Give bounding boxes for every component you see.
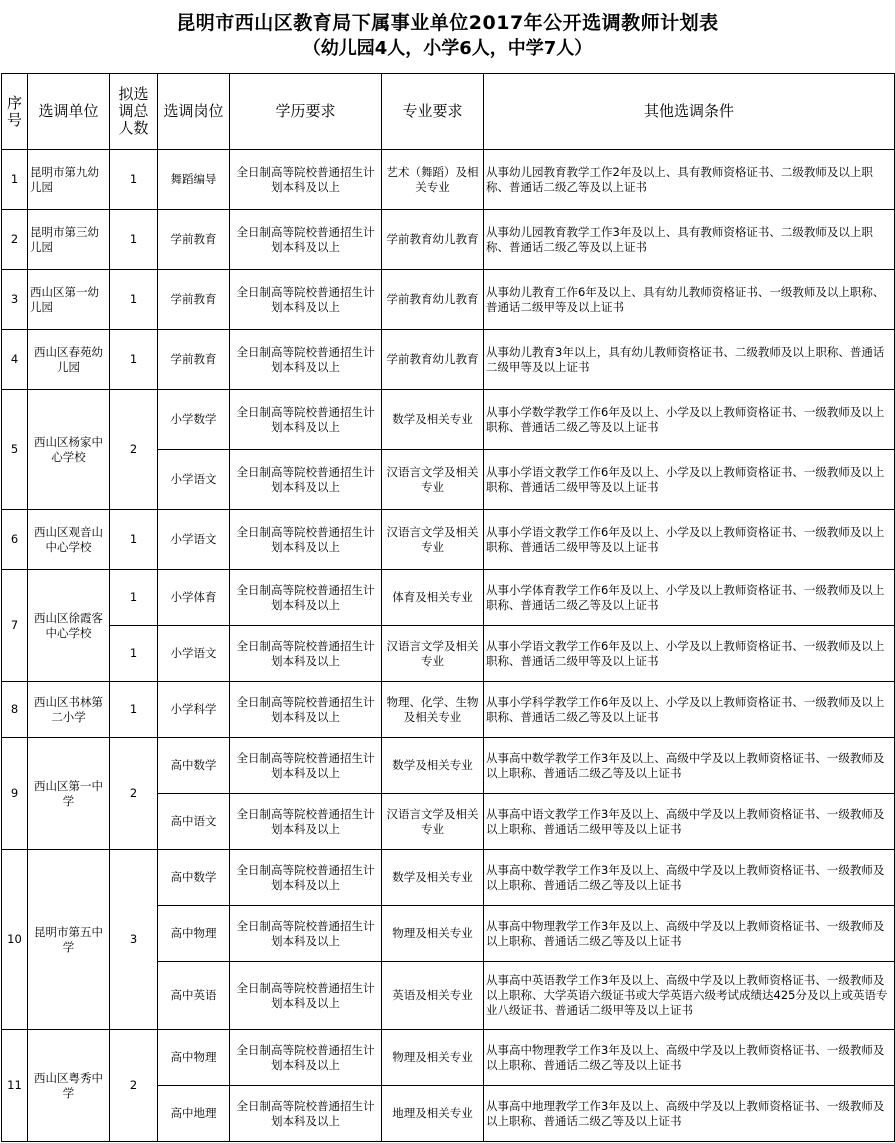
condition-cell: 从事高中数学教学工作3年及以上、高级中学及以上教师资格证书、一级教师及以上职称、普通话二级乙等及以上证书 [484, 850, 895, 906]
unit-cell: 昆明市第三幼儿园 [28, 210, 110, 270]
count-cell: 2 [110, 390, 158, 510]
count-cell: 1 [110, 150, 158, 210]
count-cell: 1 [110, 570, 158, 626]
seq-cell: 2 [2, 210, 28, 270]
post-cell: 高中数学 [158, 738, 230, 794]
major-cell: 数学及相关专业 [382, 390, 484, 450]
condition-cell: 从事幼儿园教育教学工作3年及以上、具有教师资格证书、二级教师及以上职称、普通话二级乙等及以上证书 [484, 210, 895, 270]
count-cell: 1 [110, 270, 158, 330]
post-cell: 小学语文 [158, 450, 230, 510]
edu-cell: 全日制高等院校普通招生计划本科及以上 [230, 626, 382, 682]
major-cell: 数学及相关专业 [382, 738, 484, 794]
major-cell: 学前教育幼儿教育 [382, 330, 484, 390]
table-row [2, 626, 895, 682]
post-cell: 小学语文 [158, 510, 230, 570]
count-cell: 2 [110, 1030, 158, 1142]
table-row [2, 270, 895, 330]
edu-cell: 全日制高等院校普通招生计划本科及以上 [230, 1086, 382, 1142]
count-cell: 1 [110, 330, 158, 390]
post-cell: 舞蹈编导 [158, 150, 230, 210]
major-cell: 物理及相关专业 [382, 906, 484, 962]
condition-cell: 从事小学语文教学工作6年及以上、小学及以上教师资格证书、一级教师及以上职称、普通话二级甲等及以上证书 [484, 450, 895, 510]
edu-cell: 全日制高等院校普通招生计划本科及以上 [230, 150, 382, 210]
seq-cell: 7 [2, 570, 28, 682]
edu-cell: 全日制高等院校普通招生计划本科及以上 [230, 390, 382, 450]
condition-cell: 从事幼儿教育3年以上，具有幼儿教师资格证书、二级教师及以上职称、普通话二级甲等及以上证书 [484, 330, 895, 390]
table-row [2, 738, 895, 794]
header-row [2, 74, 895, 150]
condition-cell: 从事高中地理教学工作3年及以上、高级中学及以上教师资格证书、一级教师及以上职称、普通话二级乙等及以上证书 [484, 1086, 895, 1142]
seq-cell: 1 [2, 150, 28, 210]
major-cell: 学前教育幼儿教育 [382, 210, 484, 270]
condition-cell: 从事高中数学教学工作3年及以上、高级中学及以上教师资格证书、一级教师及以上职称、普通话二级乙等及以上证书 [484, 738, 895, 794]
unit-cell: 西山区杨家中心学校 [28, 390, 110, 510]
post-cell: 学前教育 [158, 270, 230, 330]
count-cell: 1 [110, 210, 158, 270]
condition-cell: 从事小学科学教学工作6年及以上、小学及以上教师资格证书、一级教师及以上职称、普通话二级乙等及以上证书 [484, 682, 895, 738]
unit-cell: 西山区徐霞客中心学校 [28, 570, 110, 682]
edu-cell: 全日制高等院校普通招生计划本科及以上 [230, 330, 382, 390]
title-block [0, 0, 895, 73]
unit-cell: 西山区观音山中心学校 [28, 510, 110, 570]
edu-cell: 全日制高等院校普通招生计划本科及以上 [230, 210, 382, 270]
table-row [2, 850, 895, 906]
unit-cell: 西山区春苑幼儿园 [28, 330, 110, 390]
post-cell: 小学语文 [158, 626, 230, 682]
table-row [2, 150, 895, 210]
condition-cell: 从事幼儿教育工作6年及以上、具有幼儿教师资格证书、一级教师及以上职称、普通话二级甲等及以上证书 [484, 270, 895, 330]
count-cell: 1 [110, 682, 158, 738]
post-cell: 高中物理 [158, 906, 230, 962]
condition-cell: 从事小学语文教学工作6年及以上、小学及以上教师资格证书、一级教师及以上职称、普通话二级甲等及以上证书 [484, 510, 895, 570]
seq-cell: 11 [2, 1030, 28, 1142]
header-post: 选调岗位 [158, 74, 230, 150]
header-edu: 学历要求 [230, 74, 382, 150]
condition-cell: 从事小学数学教学工作6年及以上、小学及以上教师资格证书、一级教师及以上职称、普通话二级乙等及以上证书 [484, 390, 895, 450]
header-major: 专业要求 [382, 74, 484, 150]
edu-cell: 全日制高等院校普通招生计划本科及以上 [230, 450, 382, 510]
table-row [2, 570, 895, 626]
seq-cell: 10 [2, 850, 28, 1030]
edu-cell: 全日制高等院校普通招生计划本科及以上 [230, 570, 382, 626]
post-cell: 高中地理 [158, 1086, 230, 1142]
unit-cell: 西山区粤秀中学 [28, 1030, 110, 1142]
table-row [2, 330, 895, 390]
header-seq: 序号 [2, 74, 28, 150]
post-cell: 高中英语 [158, 962, 230, 1030]
post-cell: 学前教育 [158, 330, 230, 390]
post-cell: 高中语文 [158, 794, 230, 850]
table-row [2, 390, 895, 450]
major-cell: 汉语言文学及相关专业 [382, 626, 484, 682]
post-cell: 小学数学 [158, 390, 230, 450]
edu-cell: 全日制高等院校普通招生计划本科及以上 [230, 738, 382, 794]
unit-cell: 西山区第一中学 [28, 738, 110, 850]
seq-cell: 9 [2, 738, 28, 850]
page-title: 昆明市西山区教育局下属事业单位2017年公开选调教师计划表 [176, 12, 719, 34]
condition-cell: 从事小学语文教学工作6年及以上、小学及以上教师资格证书、一级教师及以上职称、普通话二级甲等及以上证书 [484, 626, 895, 682]
major-cell: 地理及相关专业 [382, 1086, 484, 1142]
major-cell: 体育及相关专业 [382, 570, 484, 626]
major-cell: 物理、化学、生物及相关专业 [382, 682, 484, 738]
major-cell: 英语及相关专业 [382, 962, 484, 1030]
major-cell: 汉语言文学及相关专业 [382, 510, 484, 570]
edu-cell: 全日制高等院校普通招生计划本科及以上 [230, 906, 382, 962]
condition-cell: 从事高中语文教学工作3年及以上、高级中学及以上教师资格证书、一级教师及以上职称、普通话二级甲等及以上证书 [484, 794, 895, 850]
edu-cell: 全日制高等院校普通招生计划本科及以上 [230, 510, 382, 570]
condition-cell: 从事幼儿园教育教学工作2年及以上、具有教师资格证书、二级教师及以上职称、普通话二级乙等及以上证书 [484, 150, 895, 210]
edu-cell: 全日制高等院校普通招生计划本科及以上 [230, 1030, 382, 1086]
post-cell: 小学体育 [158, 570, 230, 626]
table-row [2, 1030, 895, 1086]
unit-cell: 西山区第一幼儿园 [28, 270, 110, 330]
edu-cell: 全日制高等院校普通招生计划本科及以上 [230, 270, 382, 330]
major-cell: 汉语言文学及相关专业 [382, 450, 484, 510]
post-cell: 学前教育 [158, 210, 230, 270]
unit-cell: 昆明市第五中学 [28, 850, 110, 1030]
plan-table [1, 73, 895, 1142]
post-cell: 高中物理 [158, 1030, 230, 1086]
major-cell: 数学及相关专业 [382, 850, 484, 906]
seq-cell: 3 [2, 270, 28, 330]
post-cell: 高中数学 [158, 850, 230, 906]
seq-cell: 6 [2, 510, 28, 570]
count-cell: 2 [110, 738, 158, 850]
post-cell: 小学科学 [158, 682, 230, 738]
header-other: 其他选调条件 [484, 74, 895, 150]
edu-cell: 全日制高等院校普通招生计划本科及以上 [230, 794, 382, 850]
seq-cell: 5 [2, 390, 28, 510]
header-count: 拟选调总人数 [110, 74, 158, 150]
major-cell: 学前教育幼儿教育 [382, 270, 484, 330]
condition-cell: 从事高中物理教学工作3年及以上、高级中学及以上教师资格证书、一级教师及以上职称、普通话二级乙等及以上证书 [484, 906, 895, 962]
edu-cell: 全日制高等院校普通招生计划本科及以上 [230, 682, 382, 738]
table-row [2, 682, 895, 738]
major-cell: 物理及相关专业 [382, 1030, 484, 1086]
table-row [2, 510, 895, 570]
count-cell: 3 [110, 850, 158, 1030]
condition-cell: 从事高中物理教学工作3年及以上、高级中学及以上教师资格证书、一级教师及以上职称、普通话二级乙等及以上证书 [484, 1030, 895, 1086]
header-unit: 选调单位 [28, 74, 110, 150]
major-cell: 艺术（舞蹈）及相关专业 [382, 150, 484, 210]
unit-cell: 西山区书林第二小学 [28, 682, 110, 738]
table-row [2, 210, 895, 270]
seq-cell: 8 [2, 682, 28, 738]
page-subtitle: （幼儿园4人，小学6人，中学7人） [302, 38, 593, 59]
condition-cell: 从事高中英语教学工作3年及以上、高级中学及以上教师资格证书、一级教师及以上职称、大学英语六级证书或大学英语六级考试成绩达425分及以上或英语专业八级证书、普通话二级甲等及以上证书 [484, 962, 895, 1030]
condition-cell: 从事小学体育教学工作6年及以上、小学及以上教师资格证书、一级教师及以上职称、普通话二级乙等及以上证书 [484, 570, 895, 626]
count-cell: 1 [110, 510, 158, 570]
count-cell: 1 [110, 626, 158, 682]
major-cell: 汉语言文学及相关专业 [382, 794, 484, 850]
unit-cell: 昆明市第九幼儿园 [28, 150, 110, 210]
seq-cell: 4 [2, 330, 28, 390]
edu-cell: 全日制高等院校普通招生计划本科及以上 [230, 850, 382, 906]
edu-cell: 全日制高等院校普通招生计划本科及以上 [230, 962, 382, 1030]
